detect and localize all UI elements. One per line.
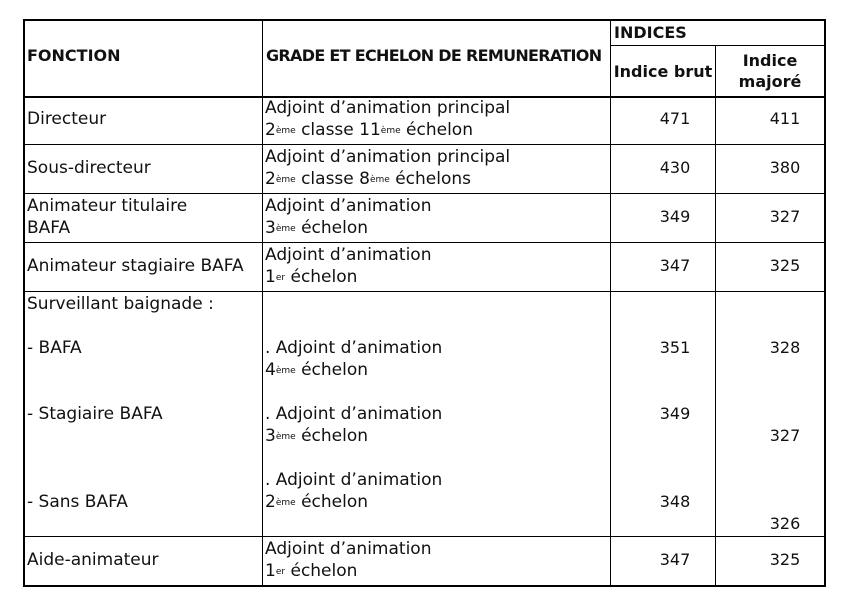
row5-sub2-majore: 327 [769,426,801,445]
row2-fonction: Sous-directeur [27,158,151,178]
row3-fonction-line1: Animateur titulaire [27,196,188,216]
row3-grade-line2: 3ème échelon [265,218,369,238]
table-line-row4 [23,291,826,292]
row6-grade-line1: Adjoint d’animation [265,539,432,559]
row6-brut: 347 [659,550,691,569]
row2-majore: 380 [769,158,801,177]
row2-grade-line1: Adjoint d’animation principal [265,147,511,167]
remuneration-table [23,19,826,587]
table-line-row1 [23,144,826,145]
row5-sub1-grade-line2: 4ème échelon [265,360,369,380]
row4-grade-line1: Adjoint d’animation [265,245,432,265]
row5-sub1-fonction: - BAFA [27,338,82,358]
table-border-left [23,19,25,587]
table-border-bottom [23,585,826,587]
header-fonction: FONCTION [27,46,121,65]
table-border-right [824,19,826,587]
row1-grade-line2: 2ème classe 11ème échelon [265,120,473,140]
header-indice-majore-line2: majoré [738,72,802,91]
row5-sub1-majore: 328 [769,338,801,357]
row1-fonction: Directeur [27,109,107,129]
row3-majore: 327 [769,207,801,226]
row5-sub1-grade-line1: . Adjoint d’animation [265,338,443,358]
table-col-line-1 [262,19,263,587]
row2-grade-line2: 2ème classe 8ème échelons [265,169,472,189]
header-indice-brut: Indice brut [613,62,713,81]
row6-fonction: Aide-animateur [27,550,159,570]
row5-fonction: Surveillant baignade : [27,294,214,314]
row5-sub3-brut: 348 [659,492,691,511]
row1-brut: 471 [659,109,691,128]
table-line-indices [610,45,826,46]
row4-fonction: Animateur stagiaire BAFA [27,256,244,276]
header-indices: INDICES [614,23,687,42]
table-line-row3 [23,242,826,243]
table-border-top [23,19,826,21]
table-col-line-2 [610,19,611,587]
row1-grade-line1: Adjoint d’animation principal [265,98,511,118]
row5-sub2-brut: 349 [659,404,691,423]
row1-majore: 411 [769,109,801,128]
row6-grade-line2: 1er échelon [265,561,358,581]
row5-sub2-grade-line1: . Adjoint d’animation [265,404,443,424]
row5-sub2-grade-line2: 3ème échelon [265,426,369,446]
row5-sub3-fonction: - Sans BAFA [27,492,128,512]
row5-sub3-majore: 326 [769,514,801,533]
row4-brut: 347 [659,256,691,275]
row4-majore: 325 [769,256,801,275]
row3-brut: 349 [659,207,691,226]
row5-sub3-grade-line1: . Adjoint d’animation [265,470,443,490]
row5-sub3-grade-line2: 2ème échelon [265,492,369,512]
row5-sub2-fonction: - Stagiaire BAFA [27,404,163,424]
header-grade: GRADE ET ECHELON DE REMUNERATION [266,46,602,65]
row2-brut: 430 [659,158,691,177]
row6-majore: 325 [769,550,801,569]
table-line-row2 [23,193,826,194]
row5-sub1-brut: 351 [659,338,691,357]
header-indice-majore-line1: Indice [742,51,798,70]
row3-fonction-line2: BAFA [27,218,71,238]
table-line-row5 [23,536,826,537]
row3-grade-line1: Adjoint d’animation [265,196,432,216]
row4-grade-line2: 1er échelon [265,267,358,287]
